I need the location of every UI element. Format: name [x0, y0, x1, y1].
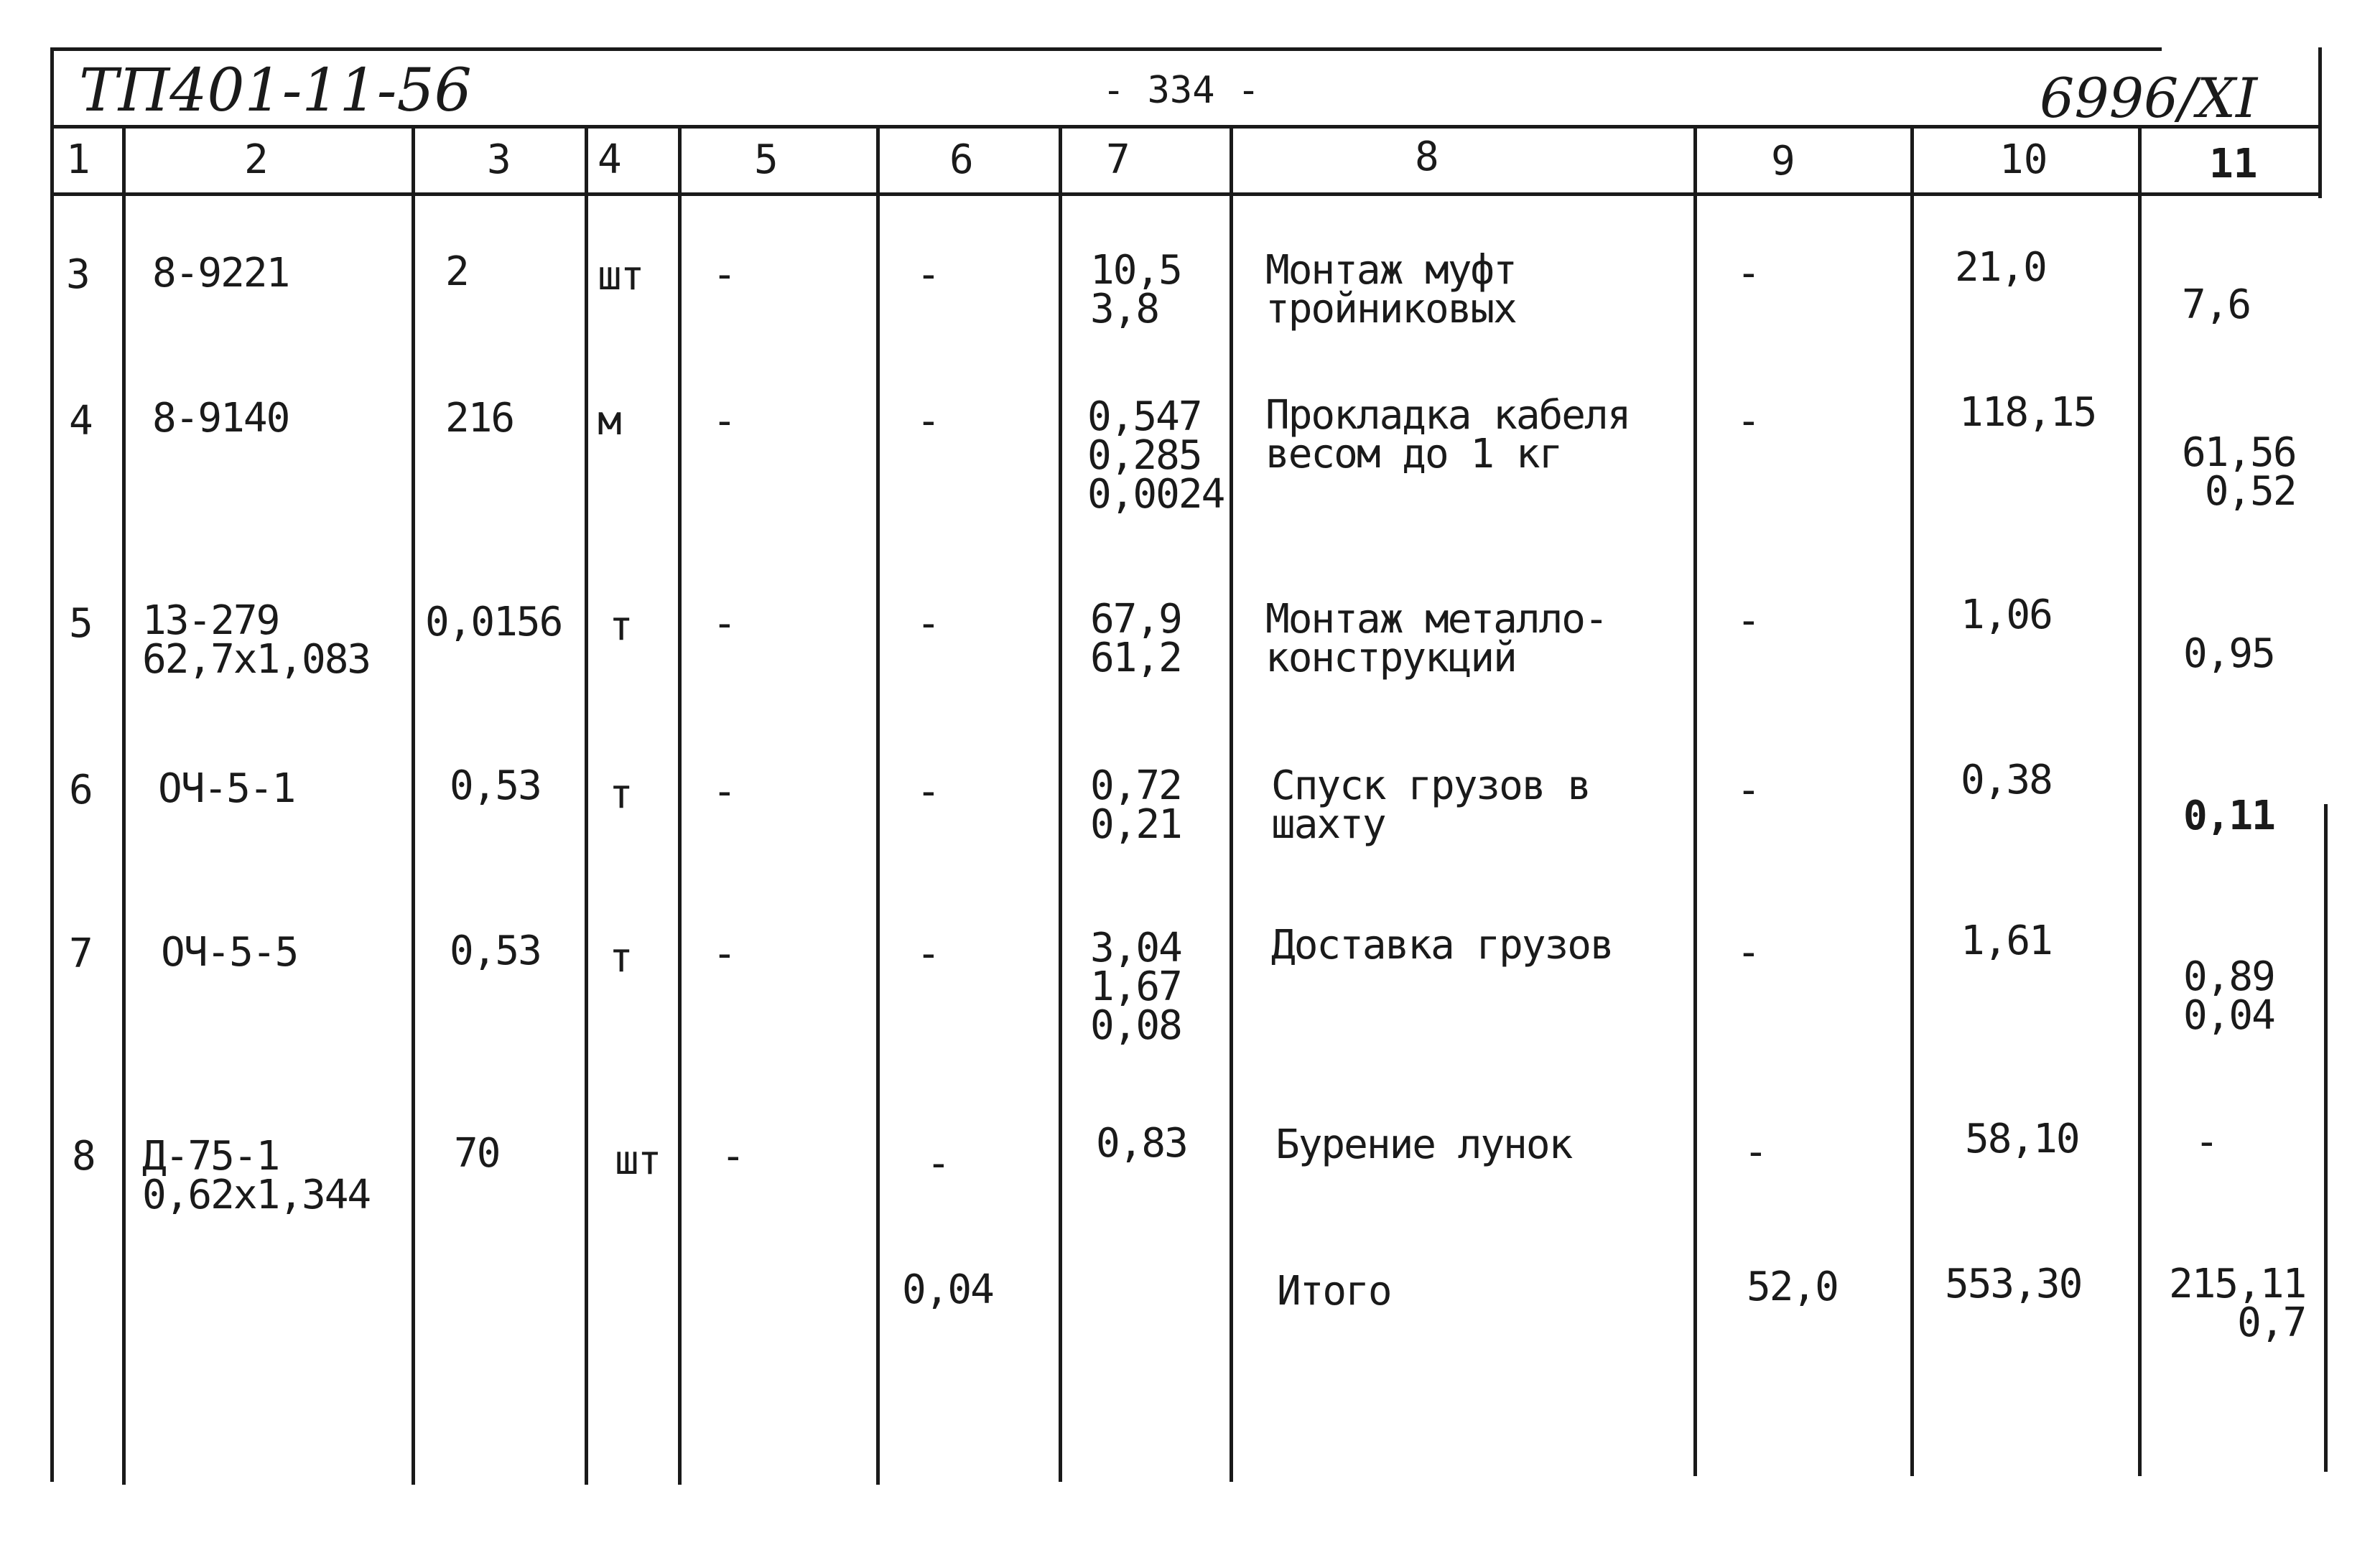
table-left-border [50, 47, 54, 1482]
column-header-6: 6 [949, 136, 974, 183]
row-4-col-11: 0,11 [2183, 793, 2274, 839]
top-border [50, 47, 2162, 51]
row-3-col-1: 5 [69, 600, 92, 647]
row-2-col-8: Прокладка кабеля весом до 1 кг [1265, 392, 1630, 477]
column-divider [1693, 125, 1697, 1476]
row-1-col-9: - [1737, 250, 1760, 297]
row-2-col-3: 216 [445, 395, 514, 442]
column-divider [1059, 125, 1062, 1482]
column-header-10: 10 [1999, 136, 2048, 183]
row-1-col-7: 10,5 3,8 [1090, 247, 1181, 332]
row-2-col-6: - [916, 398, 939, 444]
row-6-col-3: 70 [454, 1130, 500, 1177]
column-divider [412, 125, 415, 1485]
table-right-border [2318, 47, 2322, 198]
row-5-col-5: - [712, 930, 735, 977]
row-4-col-7: 0,72 0,21 [1090, 762, 1181, 848]
row-1-col-10: 21,0 [1955, 244, 2046, 291]
table-right-border-lower [2324, 804, 2328, 1472]
row-6-col-10: 58,10 [1965, 1116, 2079, 1162]
row-1-col-3: 2 [445, 248, 468, 295]
row-4-col-2: ОЧ-5-1 [158, 765, 295, 812]
row-4-col-5: - [712, 768, 735, 815]
column-divider [678, 125, 682, 1485]
total-col-9: 52,0 [1747, 1264, 1838, 1310]
row-6-col-6: - [926, 1140, 949, 1187]
column-header-3: 3 [487, 136, 511, 183]
row-2-col-10: 118,15 [1959, 389, 2096, 436]
document-code: ТП401-11-56 [79, 57, 472, 125]
total-col-10: 553,30 [1945, 1261, 2082, 1307]
column-divider [1230, 125, 1233, 1482]
row-1-col-1: 3 [66, 251, 89, 298]
row-2-col-9: - [1737, 398, 1760, 444]
row-3-col-7: 67,9 61,2 [1090, 596, 1181, 681]
row-2-col-11: 61,56 0,52 [2182, 429, 2296, 515]
row-4-col-3: 0,53 [450, 762, 541, 809]
row-1-col-4: шт [598, 253, 643, 299]
row-3-col-2: 13-279 62,7x1,083 [142, 597, 371, 683]
row-3-col-11: 0,95 [2183, 630, 2274, 677]
row-3-col-9: - [1737, 597, 1760, 644]
row-5-col-6: - [916, 930, 939, 977]
row-6-col-11: - [2195, 1119, 2218, 1165]
row-6-col-7: 0,83 [1096, 1120, 1187, 1167]
column-divider [2138, 125, 2142, 1476]
row-2-col-7: 0,547 0,285 0,0024 [1087, 393, 1224, 518]
row-5-col-1: 7 [69, 930, 92, 977]
row-5-col-7: 3,04 1,67 0,08 [1090, 925, 1181, 1049]
column-header-11: 11 [2209, 141, 2258, 187]
header-row-top-border [50, 125, 2320, 129]
row-5-col-8: Доставка грузов [1271, 922, 1613, 969]
sheet-code: 6996/XI [2040, 66, 2258, 130]
page-number: - 334 - [1102, 69, 1260, 112]
row-1-col-2: 8-9221 [152, 250, 289, 297]
row-3-col-4: т [609, 603, 632, 650]
total-label: Итого [1277, 1268, 1391, 1315]
total-col-11: 215,11 0,7 [2169, 1261, 2306, 1346]
row-6-col-4: шт [615, 1137, 661, 1184]
column-divider [585, 125, 588, 1485]
row-1-col-5: - [712, 251, 735, 298]
row-1-col-11: 7,6 [2182, 281, 2251, 328]
column-header-1: 1 [66, 136, 90, 183]
row-2-col-4: м [598, 398, 621, 444]
row-3-col-10: 1,06 [1961, 592, 2052, 638]
row-5-col-4: т [609, 935, 632, 981]
row-3-col-6: - [916, 600, 939, 647]
row-3-col-3: 0,0156 [425, 599, 562, 645]
row-6-col-2: Д-75-1 0,62x1,344 [142, 1133, 371, 1218]
row-4-col-8: Спуск грузов в шахту [1271, 762, 1591, 848]
row-2-col-2: 8-9140 [152, 395, 289, 442]
row-5-col-2: ОЧ-5-5 [161, 929, 298, 976]
row-3-col-5: - [712, 600, 735, 647]
row-4-col-4: т [609, 771, 632, 818]
row-3-col-8: Монтаж металло- конструкций [1265, 596, 1607, 681]
row-5-col-9: - [1737, 929, 1760, 976]
row-1-col-8: Монтаж муфт тройниковых [1265, 247, 1516, 332]
row-6-col-9: - [1744, 1129, 1767, 1175]
row-5-col-11: 0,89 0,04 [2183, 953, 2274, 1039]
column-header-7: 7 [1106, 136, 1130, 183]
column-divider [876, 125, 880, 1485]
header-row-bottom-border [50, 192, 2320, 196]
column-header-4: 4 [598, 136, 622, 183]
row-1-col-6: - [916, 251, 939, 298]
column-divider [1910, 125, 1914, 1476]
row-2-col-1: 4 [69, 398, 92, 444]
column-header-2: 2 [244, 136, 269, 183]
column-header-5: 5 [754, 136, 779, 183]
row-4-col-10: 0,38 [1961, 757, 2052, 803]
row-4-col-6: - [916, 768, 939, 815]
row-4-col-1: 6 [69, 767, 92, 813]
row-5-col-10: 1,61 [1961, 918, 2052, 964]
column-divider [122, 125, 126, 1485]
row-6-col-8: Бурение лунок [1275, 1121, 1572, 1168]
column-header-8: 8 [1415, 134, 1439, 180]
row-2-col-5: - [712, 398, 735, 444]
total-col-6: 0,04 [902, 1266, 993, 1313]
column-header-9: 9 [1771, 138, 1795, 185]
row-6-col-5: - [721, 1133, 744, 1180]
row-4-col-9: - [1737, 767, 1760, 813]
row-5-col-3: 0,53 [450, 928, 541, 974]
row-6-col-1: 8 [72, 1133, 95, 1180]
